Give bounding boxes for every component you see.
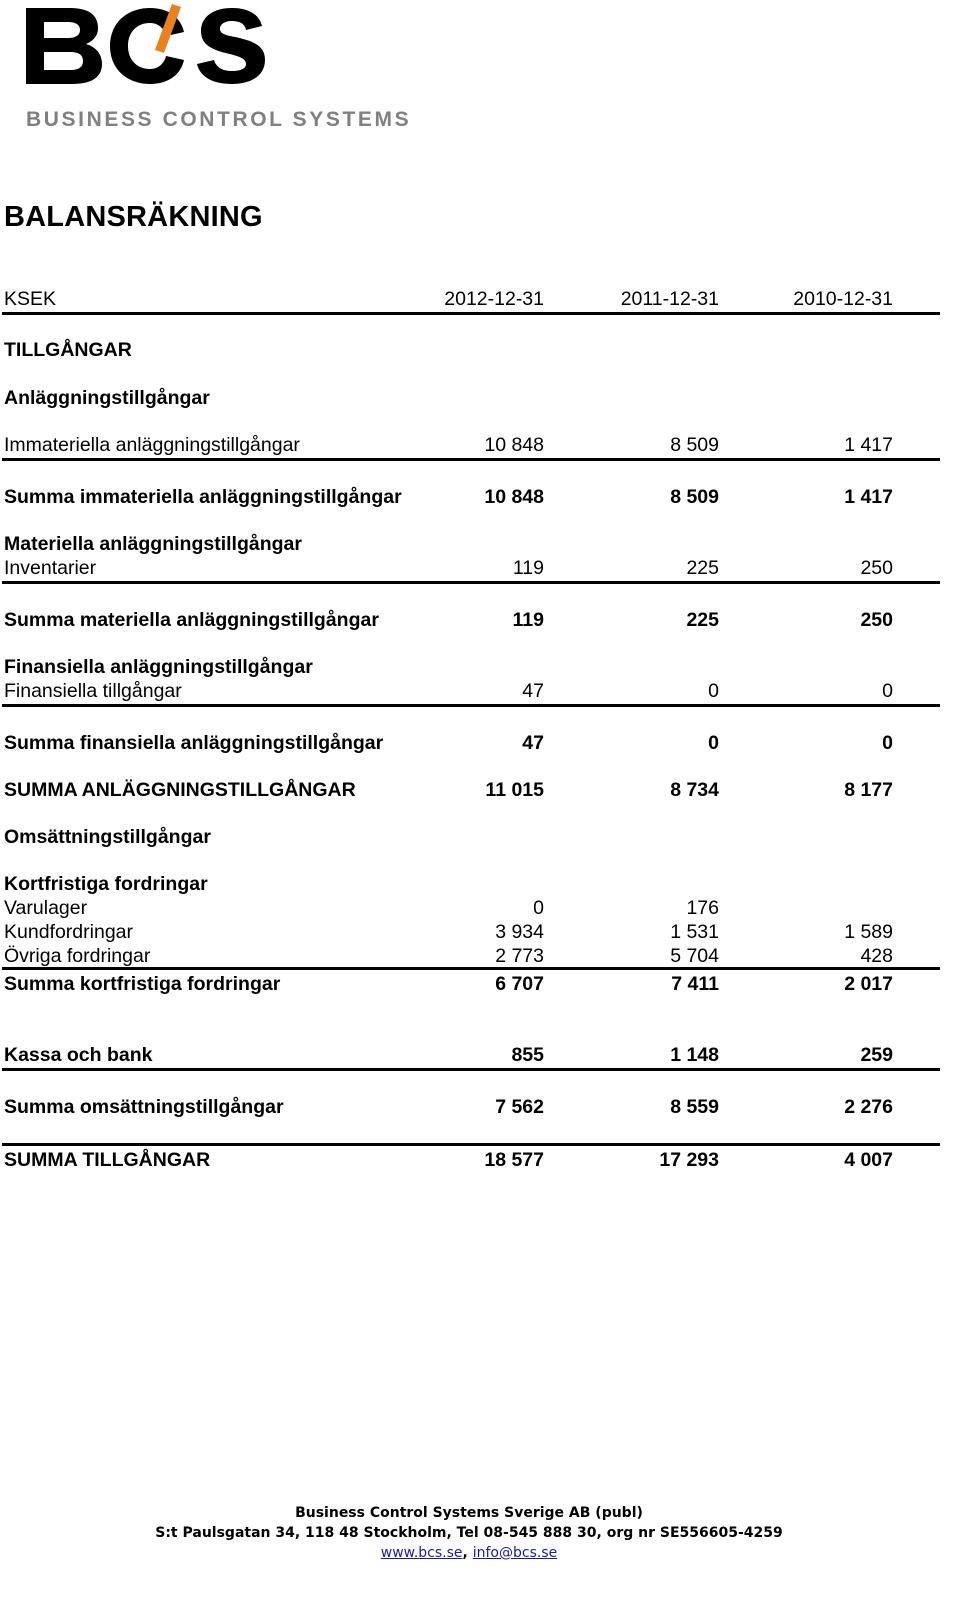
- value-2011: 176: [686, 897, 719, 919]
- section-heading: [4, 825, 940, 849]
- table-row: [4, 679, 940, 703]
- subtotal-row: [4, 1095, 940, 1119]
- email-link[interactable]: info@bcs.se: [472, 1545, 558, 1561]
- footer-address: S:t Paulsgatan 34, 118 48 Stockholm, Tel 08-545 888 30, org nr SE556605-4259: [155, 1525, 783, 1541]
- subtotal-row: [4, 608, 940, 632]
- row-label: Inventarier: [4, 557, 97, 579]
- value-2011: 0: [708, 680, 719, 702]
- total-row: [4, 1148, 940, 1172]
- row-label: Immateriella anläggningstillgångar: [4, 434, 300, 456]
- website-link[interactable]: www.bcs.se: [380, 1545, 463, 1561]
- row-label: Summa kortfristiga fordringar: [4, 973, 281, 995]
- divider: [2, 458, 940, 461]
- value-2010: 428: [860, 945, 893, 967]
- row-label: Summa materiella anläggningstillgångar: [4, 609, 379, 631]
- column-header-2010: 2010-12-31: [793, 288, 893, 310]
- divider: [2, 581, 940, 584]
- divider: [2, 1068, 940, 1071]
- divider: [2, 312, 940, 315]
- table-row: [4, 556, 940, 580]
- value-2012: 855: [511, 1044, 544, 1066]
- divider: [2, 704, 940, 707]
- row-label: Finansiella anläggningstillgångar: [4, 656, 313, 678]
- value-2012: 119: [512, 609, 544, 631]
- value-2012: 7 562: [495, 1096, 544, 1118]
- section-heading: [4, 532, 940, 556]
- value-2011: 5 704: [670, 945, 719, 967]
- section-heading: [4, 338, 940, 362]
- table-row: [4, 944, 940, 968]
- value-2010: 8 177: [844, 779, 893, 801]
- value-2011: 17 293: [659, 1149, 719, 1171]
- subtotal-row: [4, 485, 940, 509]
- value-2012: 2 773: [495, 945, 544, 967]
- value-2011: 8 559: [670, 1096, 719, 1118]
- value-2012: 3 934: [495, 921, 544, 943]
- value-2011: 0: [708, 732, 719, 754]
- table-row: [4, 896, 940, 920]
- value-2011: 1 148: [670, 1044, 719, 1066]
- divider: [2, 967, 940, 970]
- column-header-2011: 2011-12-31: [620, 288, 719, 310]
- value-2010: 1 589: [844, 921, 893, 943]
- value-2011: 8 509: [670, 434, 719, 456]
- section-heading: [4, 655, 940, 679]
- row-label: Övriga fordringar: [4, 945, 151, 967]
- row-label: Kundfordringar: [4, 921, 133, 943]
- value-2010: 2 017: [844, 973, 893, 995]
- value-2011: 225: [686, 557, 719, 579]
- subtotal-row: [4, 972, 940, 996]
- link-separator: ,: [462, 1545, 473, 1561]
- table-row: [4, 433, 940, 457]
- value-2010: 259: [860, 1044, 893, 1066]
- row-label: Omsättningstillgångar: [4, 826, 211, 848]
- row-label: SUMMA TILLGÅNGAR: [4, 1149, 211, 1171]
- total-row: [4, 778, 940, 802]
- value-2010: 0: [882, 732, 893, 754]
- value-2010: 2 276: [844, 1096, 893, 1118]
- row-label: Summa finansiella anläggningstillgångar: [4, 732, 384, 754]
- table-row: [4, 920, 940, 944]
- bcs-logo-mark: [26, 2, 266, 86]
- value-2010: 250: [860, 609, 893, 631]
- value-2012: 0: [533, 897, 544, 919]
- row-label: Anläggningstillgångar: [4, 387, 210, 409]
- value-2010: 250: [860, 557, 893, 579]
- section-heading: [4, 872, 940, 896]
- value-2012: 11 015: [485, 779, 544, 801]
- table-row: [4, 1043, 940, 1067]
- logo-tagline: BUSINESS CONTROL SYSTEMS: [26, 108, 412, 131]
- value-2012: 10 848: [484, 486, 544, 508]
- value-2010: 1 417: [844, 486, 893, 508]
- value-2011: 8 734: [670, 779, 719, 801]
- row-label: Finansiella tillgångar: [4, 680, 182, 702]
- column-header-2012: 2012-12-31: [444, 288, 544, 310]
- unit-label: KSEK: [4, 288, 57, 310]
- subtotal-row: [4, 731, 940, 755]
- bcs-logo: [26, 0, 446, 140]
- value-2012: 119: [512, 557, 544, 579]
- value-2011: 1 531: [670, 921, 719, 943]
- row-label: Kortfristiga fordringar: [4, 873, 208, 895]
- value-2010: 4 007: [844, 1149, 893, 1171]
- section-heading: [4, 386, 940, 410]
- value-2011: 225: [686, 609, 719, 631]
- row-label: Summa immateriella anläggningstillgångar: [4, 486, 402, 508]
- value-2011: 7 411: [671, 973, 719, 995]
- value-2012: 47: [522, 732, 544, 754]
- value-2010: 1 417: [844, 434, 893, 456]
- row-label: SUMMA ANLÄGGNINGSTILLGÅNGAR: [4, 779, 356, 801]
- value-2010: 0: [882, 680, 893, 702]
- value-2012: 6 707: [495, 973, 544, 995]
- divider: [2, 1143, 940, 1146]
- row-label: Kassa och bank: [4, 1044, 153, 1066]
- table-header: [4, 287, 940, 311]
- footer-company: Business Control Systems Sverige AB (publ): [295, 1505, 643, 1521]
- footer-links: [0, 1543, 938, 1563]
- value-2012: 47: [522, 680, 544, 702]
- value-2012: 18 577: [484, 1149, 544, 1171]
- page-title: BALANSRÄKNING: [4, 201, 263, 233]
- row-label: Summa omsättningstillgångar: [4, 1096, 284, 1118]
- row-label: Materiella anläggningstillgångar: [4, 533, 302, 555]
- row-label: TILLGÅNGAR: [4, 339, 132, 361]
- row-label: Varulager: [4, 897, 88, 919]
- value-2012: 10 848: [484, 434, 544, 456]
- value-2011: 8 509: [670, 486, 719, 508]
